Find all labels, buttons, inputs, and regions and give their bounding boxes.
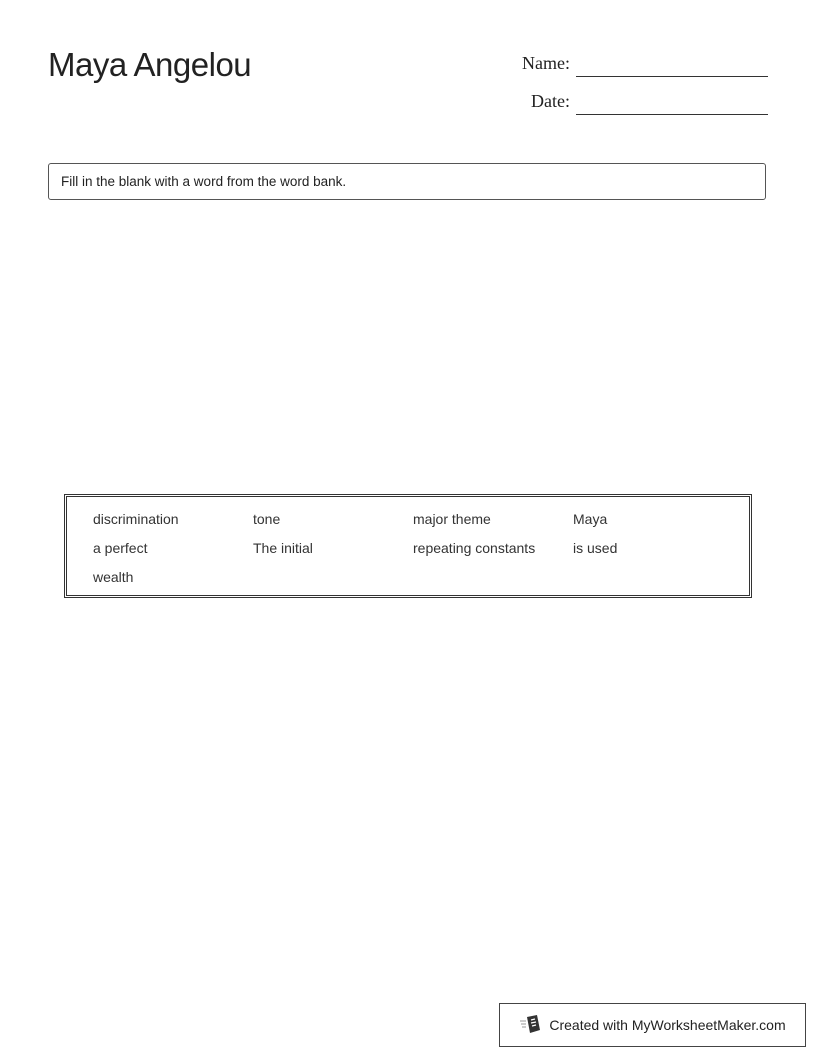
name-line[interactable]	[576, 76, 768, 77]
footer-text: Created with MyWorksheetMaker.com	[549, 1017, 786, 1033]
word-bank-item: is used	[573, 540, 618, 556]
word-bank-item: The initial	[253, 540, 313, 556]
word-bank-item: a perfect	[93, 540, 148, 556]
word-bank	[64, 494, 752, 598]
word-bank-item: repeating constants	[413, 540, 536, 556]
worksheet-maker-logo-icon	[519, 1013, 549, 1038]
date-label: Date:	[531, 91, 570, 111]
word-bank-item: tone	[253, 511, 281, 527]
instructions-box: Fill in the blank with a word from the word bank.	[48, 163, 766, 200]
word-bank-item: major theme	[413, 511, 491, 527]
word-bank-item: Maya	[573, 511, 608, 527]
footer-badge[interactable]	[499, 1003, 806, 1047]
worksheet-title: Maya Angelou	[48, 46, 252, 83]
word-bank-item: wealth	[93, 569, 134, 585]
word-bank-item: discrimination	[93, 511, 179, 527]
date-line[interactable]	[576, 114, 768, 115]
name-label: Name:	[522, 53, 570, 73]
